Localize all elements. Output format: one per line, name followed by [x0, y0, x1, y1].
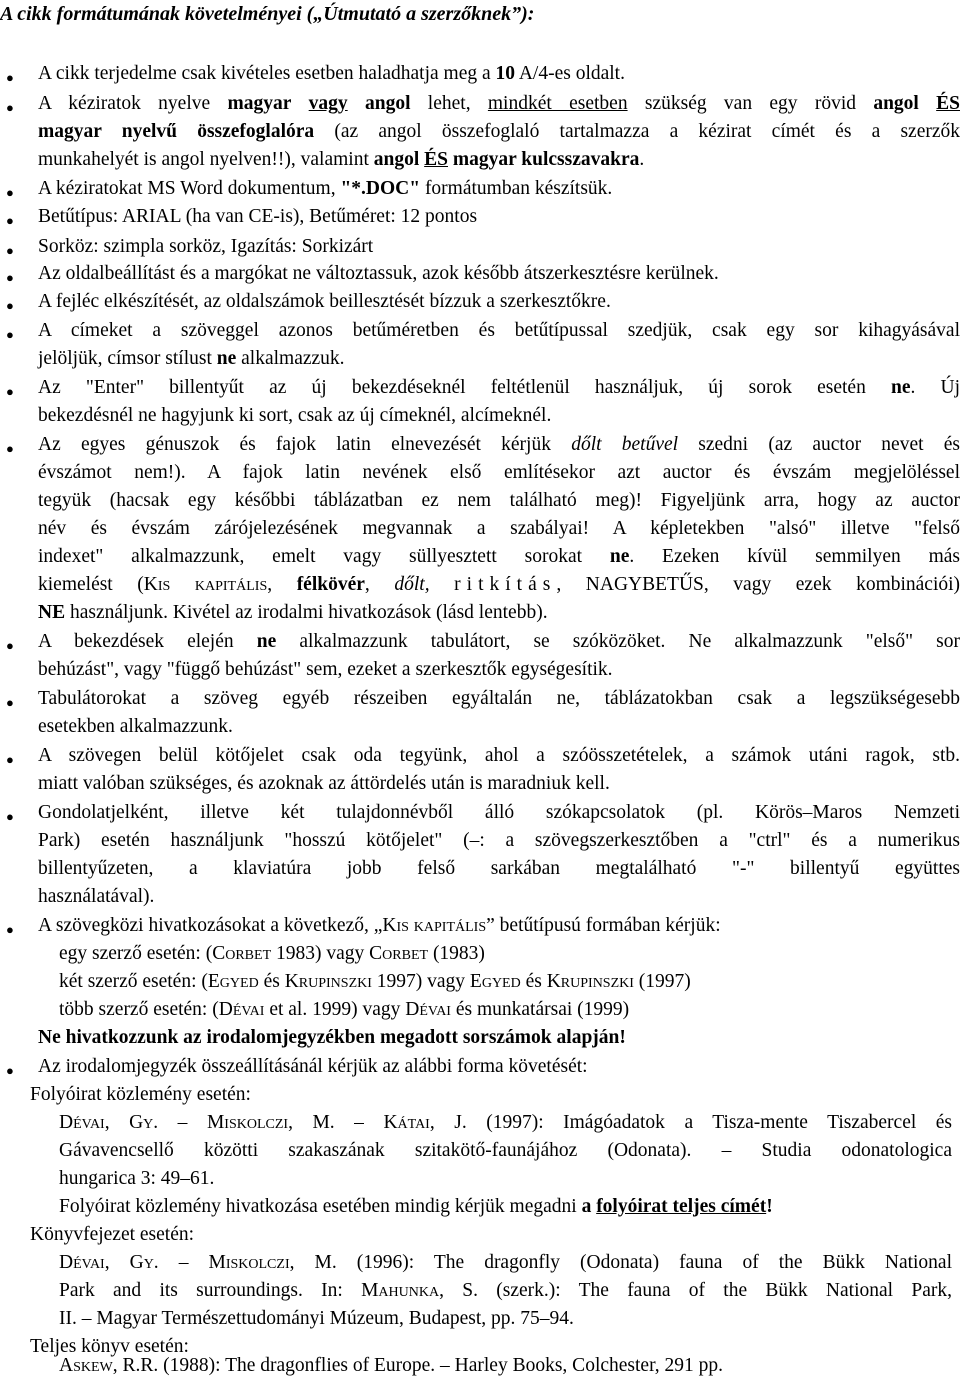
journal-reference: hungarica 3: 49–61.: [59, 1168, 215, 1189]
rule-latin-names: NE használjunk. Kivétel az irodalmi hivatkozások (lásd lentebb).: [38, 602, 548, 623]
bullet-icon: ●: [6, 752, 14, 767]
rule-bibliography: Az irodalomjegyzék összeállításánál kérjük az alábbi forma követését:: [38, 1056, 588, 1077]
book-label: Teljes könyv esetén:: [30, 1336, 189, 1357]
rule-file-format: A kéziratokat MS Word dokumentum, "*.DOC" formátumban készítsük.: [38, 178, 613, 199]
bullet-icon: ●: [6, 70, 14, 85]
rule-latin-names: tegyük (hacsak egy későbbi táblázatban ez nem található meg)! Figyeljünk arra, hogy az auctor: [38, 490, 960, 511]
rule-latin-names: Az egyes génuszok és fajok latin elnevezését kérjük dőlt betűvel szedni (az auctor nevet és: [38, 434, 960, 455]
bullet-icon: ●: [6, 100, 14, 115]
citation-example: egy szerző esetén: (Corbet 1983) vagy Corbet (1983): [59, 943, 485, 964]
bullet-icon: ●: [6, 441, 14, 456]
rule-tabs: esetekben alkalmazzunk.: [38, 716, 233, 737]
rule-dash: használatával).: [38, 886, 155, 907]
journal-reference: Gávavencsellő közötti szakaszának szitakötő-faunájához (Odonata). – Studia odonatologica: [59, 1140, 952, 1161]
bullet-icon: ●: [6, 185, 14, 200]
bullet-icon: ●: [6, 922, 14, 937]
rule-citations: A szövegközi hivatkozásokat a következő, „Kis kapitális” betűtípusú formában kérjük:: [38, 915, 721, 936]
rule-language-line: munkahelyét is angol nyelven!!), valamint angol ÉS magyar kulcsszavakra.: [38, 149, 645, 170]
rule-latin-names: indexet" alkalmazzunk, emelt vagy süllyesztett sorokat ne. Ezeken kívül semmilyen más: [38, 546, 960, 567]
bullet-icon: ●: [6, 809, 14, 824]
rule-hyphen: miatt valóban szükséges, és azoknak az áttördelés után is maradniuk kell.: [38, 773, 610, 794]
bullet-icon: ●: [6, 213, 14, 228]
rule-font: Betűtípus: ARIAL (ha van CE-is), Betűméret: 12 pontos: [38, 206, 478, 227]
bullet-icon: ●: [6, 384, 14, 399]
bullet-icon: ●: [6, 270, 14, 285]
chapter-label: Könyvfejezet esetén:: [30, 1224, 195, 1245]
bullet-icon: ●: [6, 298, 14, 313]
bullet-icon: ●: [6, 243, 14, 258]
journal-label: Folyóirat közlemény esetén:: [30, 1084, 251, 1105]
rule-dash: billentyűzeten, a klaviatúra jobb felső sarkában megtalálható "-" billentyű együttes: [38, 858, 960, 879]
rule-latin-names: kiemelést (Kis kapitális, félkövér, dőlt, ritkítás, NAGYBETŰS, vagy ezek kombinációi): [38, 574, 960, 595]
citation-warning: Ne hivatkozzunk az irodalomjegyzékben megadott sorszámok alapján!: [38, 1027, 626, 1048]
journal-note: Folyóirat közlemény hivatkozása esetében mindig kérjük megadni a folyóirat teljes címét!: [59, 1196, 773, 1217]
rule-spacing: Sorköz: szimpla sorköz, Igazítás: Sorkizárt: [38, 236, 374, 257]
rule-margins: Az oldalbeállítást és a margókat ne változtassuk, azok később átszerkesztésre kerülnek.: [38, 263, 719, 284]
rule-hyphen: A szövegen belül kötőjelet csak oda tegyünk, ahol a szóösszetételek, a számok utáni ragok, stb.: [38, 745, 960, 766]
page-title: A cikk formátumának követelményei („Útmutató a szerzőknek”):: [0, 3, 535, 25]
rule-indent: A bekezdések elején ne alkalmazzunk tabulátort, se szóközöket. Ne alkalmazzunk "első" sor: [38, 631, 960, 652]
rule-latin-names: név és évszám zárójelezésének megvannak a szabályai! A képletekben "alsó" illetve "felső: [38, 518, 960, 539]
rule-language-line: magyar nyelvű összefoglalóra (az angol összefoglaló tartalmazza a kézirat címét és a szerzők: [38, 121, 960, 142]
chapter-reference: Dévai, Gy. – Miskolczi, M. (1996): The dragonfly (Odonata) fauna of the Bükk National: [59, 1252, 953, 1273]
rule-language-line: A kéziratok nyelve magyar vagy angol lehet, mindkét esetben szükség van egy rövid angol ÉS: [38, 93, 960, 114]
bullet-icon: ●: [6, 327, 14, 342]
book-reference: Askew, R.R. (1988): The dragonflies of Europe. – Harley Books, Colchester, 291 pp.: [59, 1355, 724, 1376]
rule-titles: A címeket a szöveggel azonos betűméretben és betűtípussal szedjük, csak egy sor kihagyásával: [38, 320, 960, 341]
rule-dash: Park) esetén használjunk "hosszú kötőjelet" (–: a szövegszerkesztőben a "ctrl" és a numerikus: [38, 830, 960, 851]
bullet-icon: ●: [6, 638, 14, 653]
bullet-icon: ●: [6, 695, 14, 710]
rule-dash: Gondolatjelként, illetve két tulajdonnévből álló szókapcsolatok (pl. Körös–Maros Nemzeti: [38, 802, 960, 823]
rule-latin-names: évszámot nem!). A fajok latin nevének első említésekor azt auctor és évszám megjelöléssel: [38, 462, 960, 483]
citation-example: több szerző esetén: (Dévai et al. 1999) vagy Dévai és munkatársai (1999): [59, 999, 630, 1020]
rule-enter: bekezdésnél ne hagyjunk ki sort, csak az új címeknél, alcímeknél.: [38, 405, 552, 426]
rule-header: A fejléc elkészítését, az oldalszámok beillesztését bízzuk a szerkesztőkre.: [38, 291, 611, 312]
rule-titles: jelöljük, címsor stílust ne alkalmazzuk.: [38, 348, 345, 369]
chapter-reference: II. – Magyar Természettudományi Múzeum, Budapest, pp. 75–94.: [59, 1308, 574, 1329]
rule-indent: behúzást", vagy "függő behúzást" sem, ezeket a szerkesztők egységesítik.: [38, 659, 613, 680]
bullet-icon: ●: [6, 1063, 14, 1078]
rule-page-limit: A cikk terjedelme csak kivételes esetben haladhatja meg a 10 A/4-es oldalt.: [38, 63, 625, 84]
journal-reference: Dévai, Gy. – Miskolczi, M. – Kátai, J. (1997): Imágóadatok a Tisza-mente Tiszabercel és: [59, 1112, 953, 1133]
citation-example: két szerző esetén: (Egyed és Krupinszki 1997) vagy Egyed és Krupinszki (1997): [59, 971, 691, 992]
rule-enter: Az "Enter" billentyűt az új bekezdéseknél feltétlenül használjuk, új sorok esetén ne. Új: [38, 377, 960, 398]
chapter-reference: Park and its surroundings. In: Mahunka, S. (szerk.): The fauna of the Bükk National Park,: [59, 1280, 952, 1301]
rule-tabs: Tabulátorokat a szöveg egyéb részeiben egyáltalán ne, táblázatokban csak a legszükségesebb: [38, 688, 960, 709]
